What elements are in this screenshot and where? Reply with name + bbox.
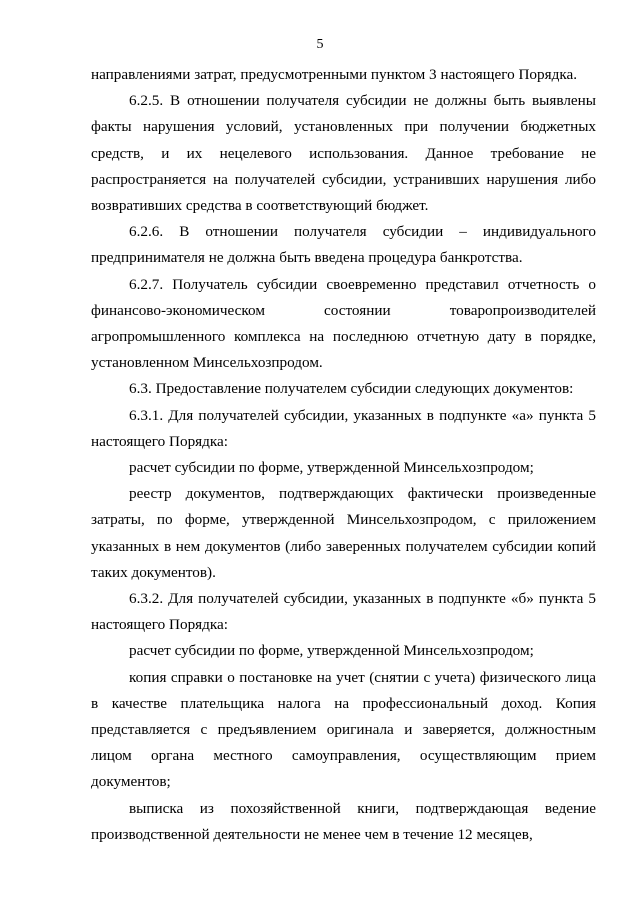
paragraph-6-3-2: 6.3.2. Для получателей субсидии, указанных в подпункте «б» пункта 5 настоящего Порядка: — [91, 590, 596, 634]
paragraph-6-2-5: 6.2.5. В отношении получателя субсидии не должны быть выявлены факты нарушения условий, установленных при получении бюджетных средств, и их нецелевого использования. Данное требование не распространяется на получателей субсидии, устранивших нарушения либо возвративших средства в соответствующий бюджет. — [91, 92, 596, 215]
paragraph-continuation: направлениями затрат, предусмотренными пунктом 3 настоящего Порядка. — [91, 66, 578, 83]
list-item-subsidy-calculation-2: расчет субсидии по форме, утвержденной Минсельхозпродом; — [129, 642, 534, 660]
document-body — [91, 62, 596, 848]
list-item-documents-register: реестр документов, подтверждающих фактически произведенные затраты, по форме, утвержденной Минсельхозпродом, с приложением указанных в нем документов (либо заверенных получателем субсидии копий таких документов). — [91, 485, 596, 581]
list-item-household-book-extract: выписка из похозяйственной книги, подтверждающая ведение производственной деятельности не менее чем в течение 12 месяцев, — [91, 799, 596, 843]
paragraph-6-2-7: 6.2.7. Получатель субсидии своевременно представил отчетность о финансово-экономическом состоянии товаропроизводителей агропромышленного комплекса на последнюю отчетную дату в порядке, установленном Минсельхозпродом. — [91, 275, 596, 372]
list-item-subsidy-calculation: расчет субсидии по форме, утвержденной Минсельхозпродом; — [129, 459, 534, 477]
paragraph-6-3: 6.3. Предоставление получателем субсидии следующих документов: — [129, 380, 574, 398]
page-number: 5 — [316, 37, 324, 52]
paragraph-6-3-1: 6.3.1. Для получателей субсидии, указанных в подпункте «а» пункта 5 настоящего Порядка: — [91, 406, 596, 450]
paragraph-6-2-6: 6.2.6. В отношении получателя субсидии – индивидуального предпринимателя не должна быть введена процедура банкротства. — [91, 223, 596, 267]
list-item-tax-certificate: копия справки о постановке на учет (снятии с учета) физического лица в качестве плательщика налога на профессиональный доход. Копия представляется с предъявлением оригинала и заверяется, должностным лицом органа местного самоуправления, осуществляющим прием документов; — [91, 668, 596, 791]
